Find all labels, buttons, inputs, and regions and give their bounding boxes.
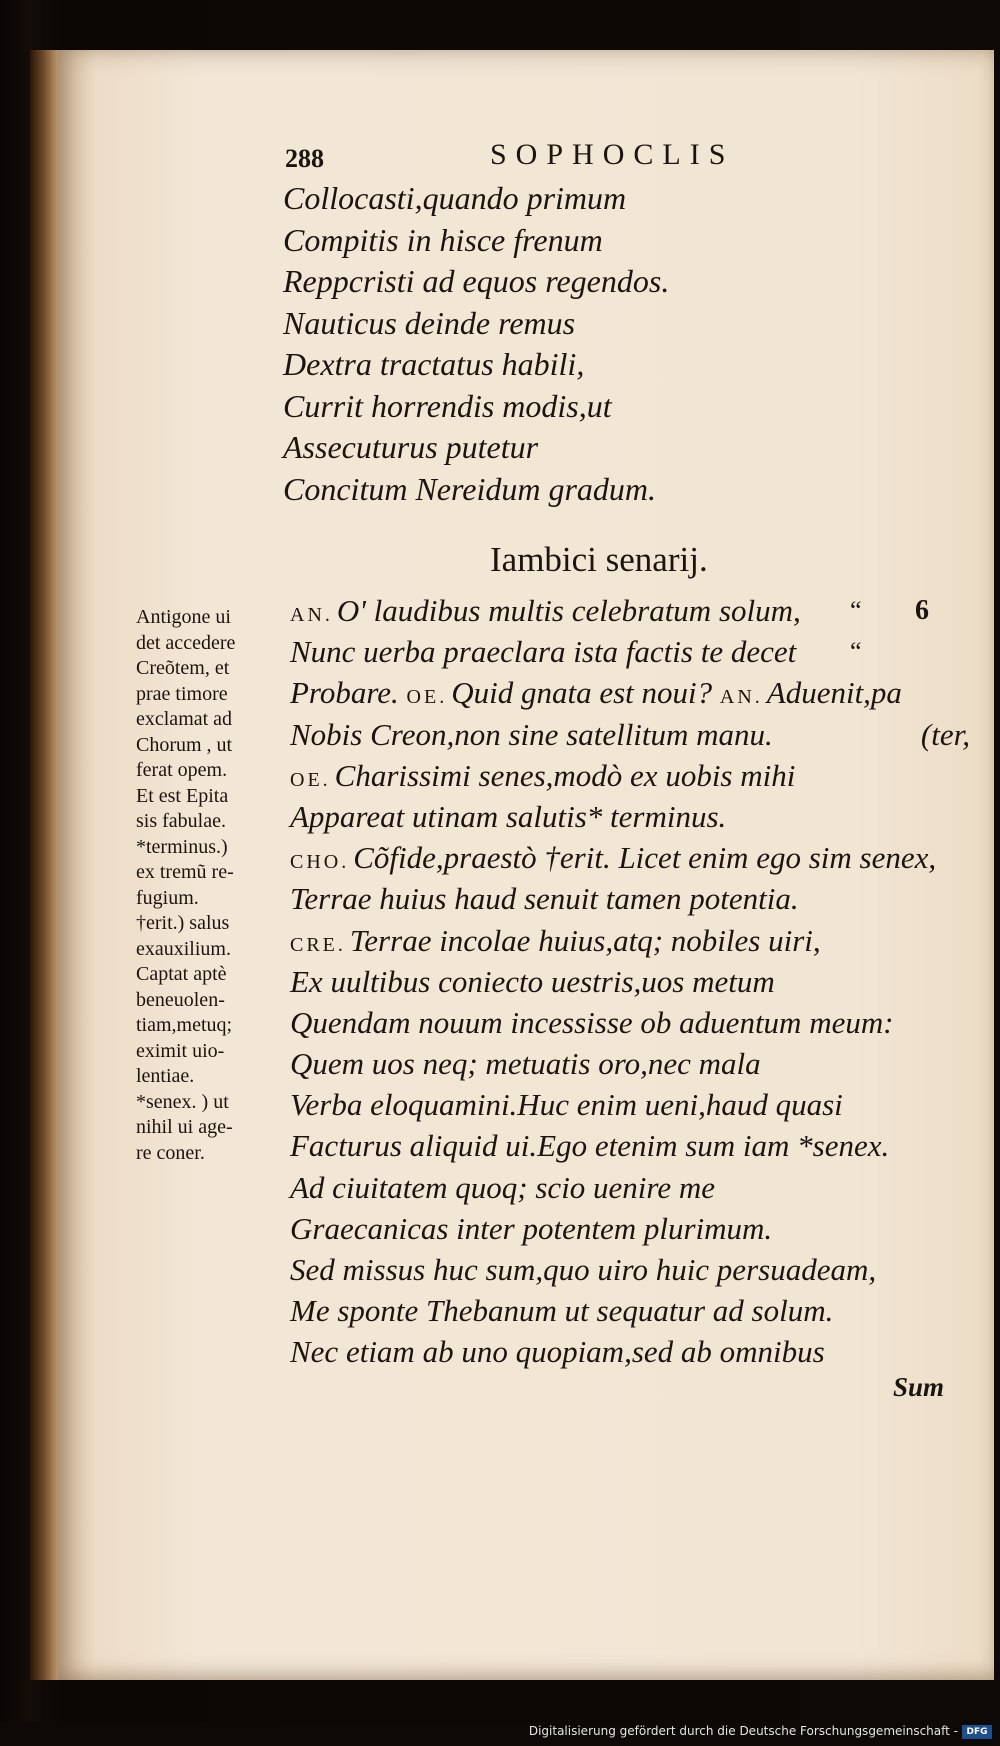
margin-note-line: Chorum , ut [136,733,233,756]
margin-note-line: nihil ui age- [136,1116,233,1138]
line-text: Verba eloquamini.Huc enim ueni,haud quasi [290,1087,843,1123]
iambic-line [290,1002,970,1043]
line-text: Ad ciuitatem quoq; scio uenire me [290,1169,715,1205]
speaker-label: OE. [290,768,331,791]
margin-note-line: det accedere [136,631,236,654]
iambic-line [290,1249,970,1290]
line-text: Nobis Creon,non sine satellitum manu. [290,716,773,752]
speaker-label: OE. [406,686,448,709]
iambic-line [290,1125,970,1166]
margin-note-line: beneuolen- [136,988,225,1011]
iambic-line [290,878,970,919]
margin-note-line: ex tremũ re- [136,861,234,883]
margin-note-line: ferat opem. [136,759,228,781]
verse-line: Assecuturus putetur [283,429,539,465]
line-text: Quendam nouum incessisse ob aduentum meum: [290,1004,894,1040]
iambic-line [290,920,970,961]
line-text: Cõfide,praestò †erit. Licet enim ego sim senex, [353,840,937,876]
line-text: Charissimi senes,modò ex uobis mihi [334,757,796,793]
line-text: Nec etiam ab uno quopiam,sed ab omnibus [290,1334,825,1370]
iambic-line [290,1331,970,1372]
line-text: O' laudibus multis celebratum solum, [336,593,801,628]
margin-note-line: lentiae. [136,1065,195,1087]
catchword: Sum [893,1372,945,1402]
iambic-line [290,837,970,878]
verse-line: Concitum Nereidum gradum. [283,470,657,507]
iambic-line [290,1084,970,1125]
margin-note-line: exclamat ad [136,708,233,730]
speaker-label: CHO. [290,851,350,874]
line-text: Graecanicas inter potentem plurimum. [290,1210,773,1246]
line-text: Probare. [290,675,399,711]
margin-note-line: tiam,metuq; [136,1014,233,1036]
margin-note-line: sis fabulae. [136,810,226,832]
iambic-line [290,1208,970,1249]
page-edge [30,50,60,1680]
iambic-line [290,1043,970,1084]
margin-note-line: *terminus.) [136,835,228,858]
iambic-line [290,796,970,837]
iambic-line [290,755,970,796]
iambic-line [290,714,970,755]
line-number: 6 [915,595,929,626]
verse-block [283,178,983,510]
line-text: Ex uultibus coniecto uestris,uos metum [290,963,775,999]
margin-note [136,605,286,1166]
speaker-label: AN. [290,604,333,626]
margin-note-line: re coner. [136,1141,205,1164]
line-text: Sed missus huc sum,quo uiro huic persuadeam, [290,1252,877,1287]
verse-line: Reppcristi ad equos regendos. [283,263,670,299]
turnover-text: (ter, [920,716,970,752]
iambic-block [290,590,970,1373]
verse-line: Collocasti,quando primum [283,180,627,216]
line-text: Quem uos neq; metuatis oro,nec mala [290,1046,761,1082]
running-title: SOPHOCLIS [490,138,735,171]
speaker-label: CRE. [290,933,346,956]
line-text: Terrae huius haud senuit tamen potentia. [290,881,799,917]
line-text: Aduenit,pa [766,675,902,711]
iambic-line [290,631,970,672]
margin-note-line: Creõtem, et [136,657,230,679]
margin-note-line: Captat aptè [136,963,227,985]
section-heading: Iambici senarij. [490,540,708,579]
speaker-label: AN. [719,686,763,709]
margin-note-line: prae timore [136,682,228,705]
iambic-line [290,961,970,1002]
line-text: Terrae incolae huius,atq; nobiles uiri, [349,922,821,958]
margin-note-line: *senex. ) ut [136,1090,229,1113]
line-text: Nunc uerba praeclara ista factis te decet [290,634,797,670]
verse-line: Compitis in hisce frenum [283,221,603,258]
footer-credit: Digitalisierung gefördert durch die Deutsche Forschungsgemeinschaft - [528,1724,958,1738]
verse-line: Currit horrendis modis,ut [283,387,612,424]
dfg-logo-icon: DFG [962,1725,992,1739]
folio-number: 288 [285,144,324,173]
margin-note-line: Et est Epita [136,784,229,807]
iambic-line [290,590,970,631]
line-text: Facturus aliquid ui.Ego etenim sum iam *senex. [290,1128,890,1164]
iambic-line [290,672,970,713]
verse-line: Nauticus deinde remus [283,304,576,341]
margin-note-line: Antigone ui [136,606,231,628]
line-text: Me sponte Thebanum ut sequatur ad solum. [290,1293,834,1329]
verse-line: Dextra tractatus habili, [283,346,585,382]
line-text: Quid gnata est noui? [451,675,713,711]
margin-note-line: †erit.) salus [136,912,230,934]
quote-mark: “ [850,637,862,667]
margin-note-line: exauxilium. [136,937,231,960]
iambic-line [290,1167,970,1208]
margin-note-line: fugium. [136,886,199,909]
margin-note-line: eximit uio- [136,1039,225,1062]
footer-bar [0,1722,1000,1746]
iambic-line [290,1290,970,1331]
line-text: Appareat utinam salutis* terminus. [290,798,727,834]
quote-mark: “ [850,596,862,625]
